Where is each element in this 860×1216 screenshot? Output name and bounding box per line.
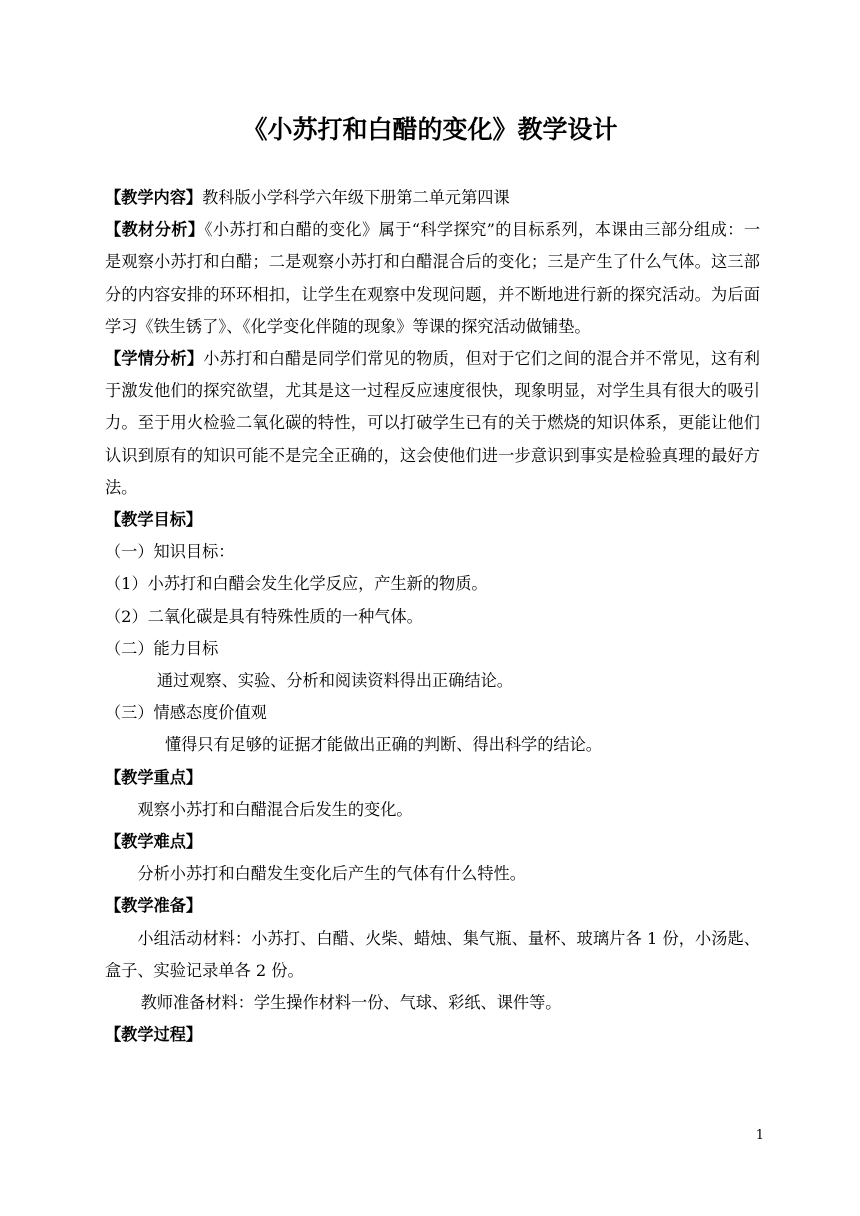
teacher-materials-text: 教师准备材料：学生操作材料一份、气球、彩纸、课件等。 [140, 993, 562, 1013]
difficulty-text: 分析小苏打和白醋发生变化后产生的气体有什么特性。 [137, 864, 526, 884]
document-body [105, 182, 760, 1051]
document-title: 《小苏打和白醋的变化》教学设计 [242, 115, 618, 144]
material-analysis-paragraph [105, 214, 760, 343]
key-point-heading: 【教学重点】 [105, 767, 203, 787]
emotion-objective-heading: （三）情感态度价值观 [105, 703, 267, 723]
ability-objective-text: 通过观察、实验、分析和阅读资料得出正确结论。 [156, 671, 513, 691]
group-materials-text: 小组活动材料：小苏打、白醋、火柴、蜡烛、集气瓶、量杯、玻璃片各 1 份，小汤匙、盒子、实验记录单各 2 份。 [105, 928, 760, 980]
material-analysis-label: 【教材分析】 [105, 220, 205, 240]
student-analysis-text: 小苏打和白醋是同学们常见的物质，但对于它们之间的混合并不常见，这有利于激发他们的探究欲望，尤其是这一过程反应速度很快，现象明显，对学生具有很大的吸引力。至于用火检验二氧化碳的特性，可以打破学生已有的关于燃烧的知识体系，更能让他们认识到原有的知识可能不是完全正确的，这会使他们进一步意识到事实是检验真理的最好方法。 [105, 349, 760, 497]
knowledge-objective-item-1: （1）小苏打和白醋会发生化学反应，产生新的物质。 [105, 574, 488, 594]
student-analysis-paragraph [105, 343, 760, 504]
student-analysis-label: 【学情分析】 [105, 349, 204, 369]
teaching-content-label: 【教学内容】 [105, 188, 203, 207]
teaching-content-text: 教科版小学科学六年级下册第二单元第四课 [202, 188, 510, 207]
ability-objective-heading: （二）能力目标 [105, 638, 219, 658]
knowledge-objective-heading: （一）知识目标： [105, 542, 235, 562]
page-number: 1 [755, 1128, 764, 1143]
key-point-text: 观察小苏打和白醋混合后发生的变化。 [137, 799, 413, 819]
knowledge-objective-item-2: （2）二氧化碳是具有特殊性质的一种气体。 [105, 606, 423, 626]
process-heading: 【教学过程】 [105, 1025, 203, 1045]
objectives-heading: 【教学目标】 [105, 510, 203, 530]
preparation-heading: 【教学准备】 [105, 896, 203, 916]
teaching-content-paragraph [105, 182, 760, 214]
material-analysis-text: 《小苏打和白醋的变化》属于“科学探究”的目标系列，本课由三部分组成：一是观察小苏打和白醋；二是观察小苏打和白醋混合后的变化；三是产生了什么气体。这三部分的内容安排的环环相扣，让学生在观察中发现问题，并不断地进行新的探究活动。为后面学习《铁生锈了》、《化学变化伴随的现象》等课的探究活动做铺垫。 [105, 220, 761, 336]
emotion-objective-text: 懂得只有足够的证据才能做出正确的判断、得出科学的结论。 [164, 735, 602, 755]
difficulty-heading: 【教学难点】 [105, 832, 203, 852]
